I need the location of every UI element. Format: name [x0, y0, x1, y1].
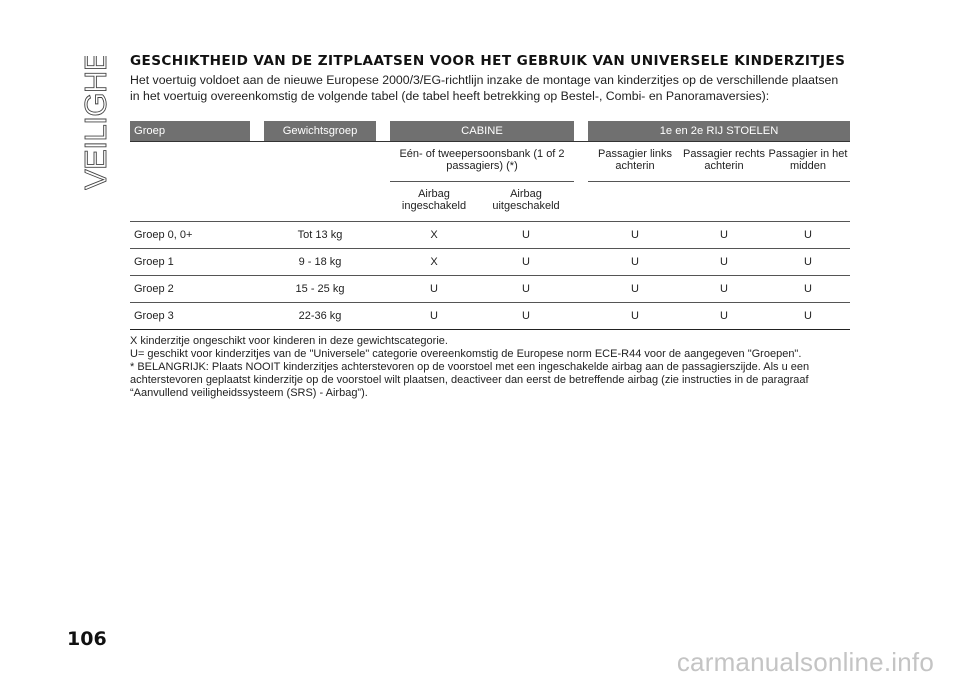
cell-rechts: U	[682, 221, 766, 248]
note-u: U= geschikt voor kinderzitjes van de "Universele" categorie overeenkomstig de Europese norm ECE-R44 voor de aangegeven "Groepen".	[130, 347, 802, 360]
table-header-row	[130, 121, 850, 142]
subheader-airbag-off: Airbag uitgeschakeld	[478, 181, 574, 221]
subheader-midden: Passagier in het midden	[766, 141, 850, 181]
table-row	[130, 275, 850, 302]
cell-links: U	[588, 302, 682, 329]
cell-gewicht: 9 - 18 kg	[264, 248, 376, 275]
intro-paragraph: Het voertuig voldoet aan de nieuwe Europese 2000/3/EG-richtlijn inzake de montage van kinderzitjes op de verschillende plaatsen in het voertuig overeenkomstig de volgende tabel (de tabel heeft betrekking op Bestel-, Combi- en Panoramaversies):	[130, 73, 839, 103]
page-number: 106	[67, 628, 107, 650]
cell-airbag-on: U	[390, 275, 478, 302]
cell-links: U	[588, 248, 682, 275]
cell-rechts: U	[682, 248, 766, 275]
cell-midden: U	[766, 221, 850, 248]
note-important: * BELANGRIJK: Plaats NOOIT kinderzitjes achterstevoren op de voorstoel met een ingeschakelde airbag aan de passagierszijde. Als u een achterstevoren geplaatst kinderzitje op de voorstoel wilt plaatsen, deactiveer dan eerst de betreffende airbag (zie instructies in de paragraaf “Aanvullend veiligheidssysteem (SRS) - Airbag”).	[130, 360, 810, 399]
watermark: carmanualsonline.info	[676, 647, 934, 677]
section-label-text: VEILIGHEID	[78, 56, 113, 190]
cell-midden: U	[766, 275, 850, 302]
cell-airbag-on: U	[390, 302, 478, 329]
cell-midden: U	[766, 248, 850, 275]
table-row	[130, 248, 850, 275]
child-seat-table	[130, 121, 850, 330]
page-heading: GESCHIKTHEID VAN DE ZITPLAATSEN VOOR HET GEBRUIK VAN UNIVERSELE KINDERZITJES	[130, 53, 846, 69]
cell-midden: U	[766, 302, 850, 329]
cell-airbag-off: U	[478, 221, 574, 248]
cell-airbag-off: U	[478, 302, 574, 329]
cell-gewicht: 22-36 kg	[264, 302, 376, 329]
cell-airbag-off: U	[478, 275, 574, 302]
cell-groep: Groep 2	[130, 275, 250, 302]
section-label	[66, 56, 116, 190]
header-groep: Groep	[130, 121, 250, 142]
cell-groep: Groep 0, 0+	[130, 221, 250, 248]
cell-links: U	[588, 275, 682, 302]
table-row	[130, 302, 850, 329]
cell-groep: Groep 1	[130, 248, 250, 275]
cell-airbag-on: X	[390, 248, 478, 275]
cell-links: U	[588, 221, 682, 248]
subheader-links: Passagier links achterin	[588, 141, 682, 181]
subheader-bench: Eén- of tweepersoonsbank (1 of 2 passagiers) (*)	[390, 141, 574, 181]
subheader-rechts: Passagier rechts achterin	[682, 141, 766, 181]
main-content	[130, 54, 850, 400]
table-subheader-row	[130, 141, 850, 181]
table-notes	[130, 335, 850, 400]
subheader-airbag-on: Airbag ingeschakeld	[390, 181, 478, 221]
cell-airbag-on: X	[390, 221, 478, 248]
cell-groep: Groep 3	[130, 302, 250, 329]
cell-rechts: U	[682, 302, 766, 329]
header-gewichtsgroep: Gewichtsgroep	[264, 121, 376, 142]
table-row	[130, 221, 850, 248]
cell-airbag-off: U	[478, 248, 574, 275]
cell-gewicht: Tot 13 kg	[264, 221, 376, 248]
cell-rechts: U	[682, 275, 766, 302]
header-rij: 1e en 2e RIJ STOELEN	[588, 121, 850, 142]
table-airbag-row	[130, 181, 850, 221]
cell-gewicht: 15 - 25 kg	[264, 275, 376, 302]
header-cabine: CABINE	[390, 121, 574, 142]
note-x: X kinderzitje ongeschikt voor kinderen in deze gewichtscategorie.	[130, 334, 448, 347]
